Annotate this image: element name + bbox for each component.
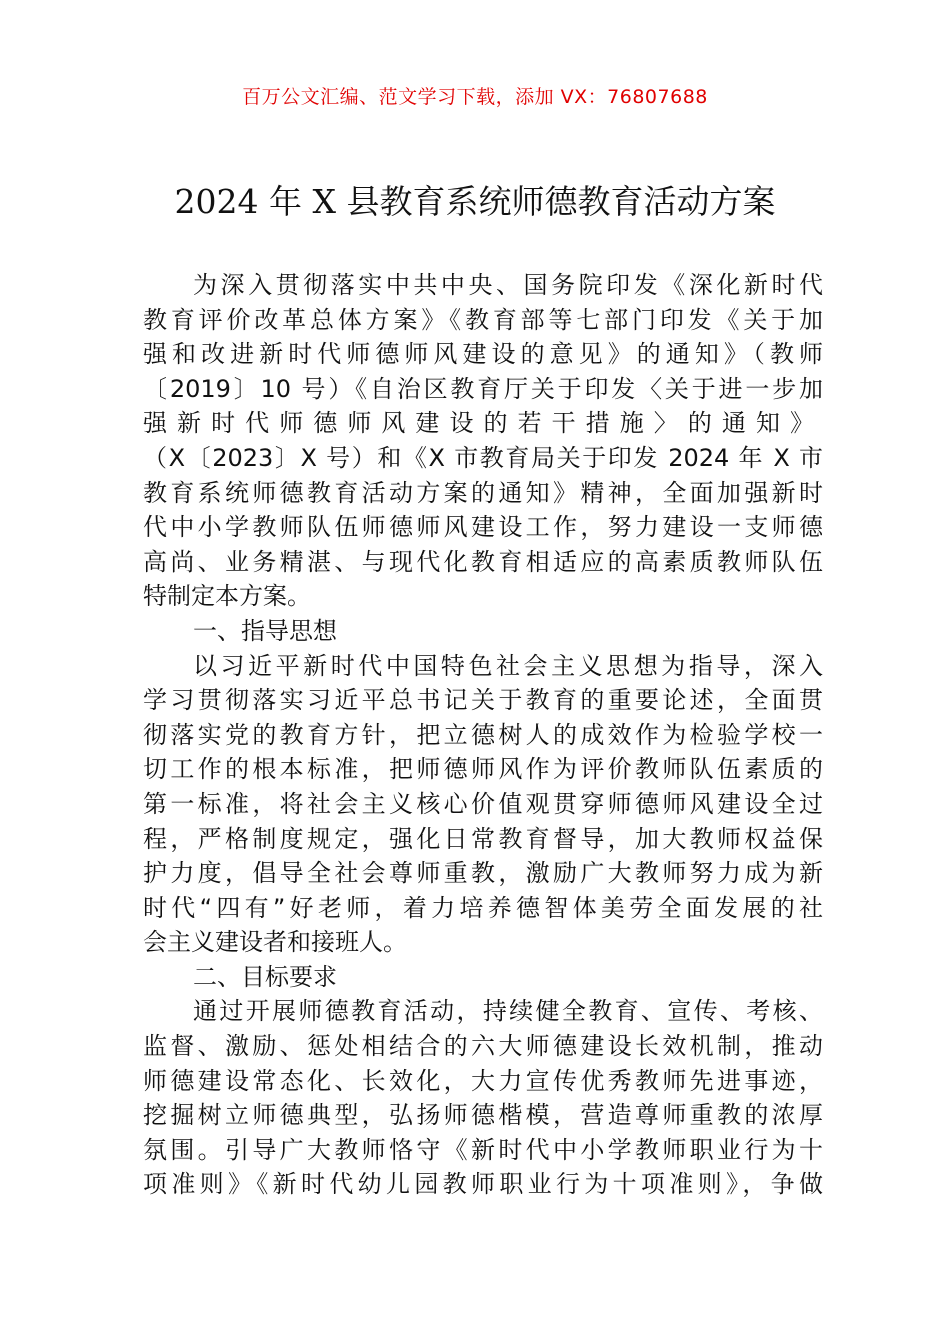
paragraph-line: （X〔2023〕X 号）和《X 市教育局关于印发 2024 年 X 市 [143,443,823,472]
section-heading: 二、目标要求 [193,962,337,991]
paragraph-line: 第一标准，将社会主义核心价值观贯穿师德师风建设全过 [143,789,823,818]
paragraph-line: 为深入贯彻落实中共中央、国务院印发《深化新时代 [193,271,823,299]
paragraph-line: 会主义建设者和接班人。 [143,928,407,957]
paragraph-line: 通过开展师德教育活动，持续健全教育、宣传、考核、 [193,997,823,1026]
paragraph-line: 高尚、业务精湛、与现代化教育相适应的高素质教师队伍 [143,547,823,576]
paragraph-line: 时代“四有”好老师，着力培养德智体美劳全面发展的社 [143,893,823,922]
paragraph-line: 代中小学教师队伍师德师风建设工作，努力建设一支师德 [143,513,823,542]
paragraph-line: 学习贯彻落实习近平总书记关于教育的重要论述，全面贯 [143,686,823,715]
paragraph-line: 〔2019〕10 号）《自治区教育厅关于印发〈关于进一步加 [143,374,823,403]
paragraph-line: 特制定本方案。 [143,582,311,611]
paragraph-line: 强新时代师德师风建设的若干措施〉的通知》 [143,409,823,438]
paragraph-line: 教育系统师德教育活动方案的通知》精神，全面加强新时 [143,478,823,507]
paragraph-line: 教育评价改革总体方案》《教育部等七部门印发《关于加 [143,305,823,334]
paragraph-line: 项准则》《新时代幼儿园教师职业行为十项准则》，争做 [143,1170,823,1199]
paragraph-line: 程，严格制度规定，强化日常教育督导，加大教师权益保 [143,824,823,853]
paragraph-line: 以习近平新时代中国特色社会主义思想为指导，深入 [193,651,823,680]
paragraph-line: 彻落实党的教育方针，把立德树人的成效作为检验学校一 [143,720,823,749]
paragraph-line: 师德建设常态化、长效化，大力宣传优秀教师先进事迹， [143,1066,823,1095]
paragraph-line: 氛围。引导广大教师恪守《新时代中小学教师职业行为十 [143,1135,823,1164]
paragraph-line: 护力度，倡导全社会尊师重教，激励广大教师努力成为新 [143,859,823,888]
paragraph-line: 强和改进新时代师德师风建设的意见》的通知》（教师 [143,340,823,369]
document-title: 2024 年 X 县教育系统师德教育活动方案 [174,182,776,221]
section-heading: 一、指导思想 [193,616,337,645]
paragraph-line: 监督、激励、惩处相结合的六大师德建设长效机制，推动 [143,1032,823,1061]
document-body [143,268,823,1202]
paragraph-line: 切工作的根本标准，把师德师风作为评价教师队伍素质的 [143,755,823,784]
paragraph-line: 挖掘树立师德典型，弘扬师德楷模，营造尊师重教的浓厚 [143,1101,823,1130]
header-note: 百万公文汇编、范文学习下载，添加 VX：76807688 [242,86,708,108]
